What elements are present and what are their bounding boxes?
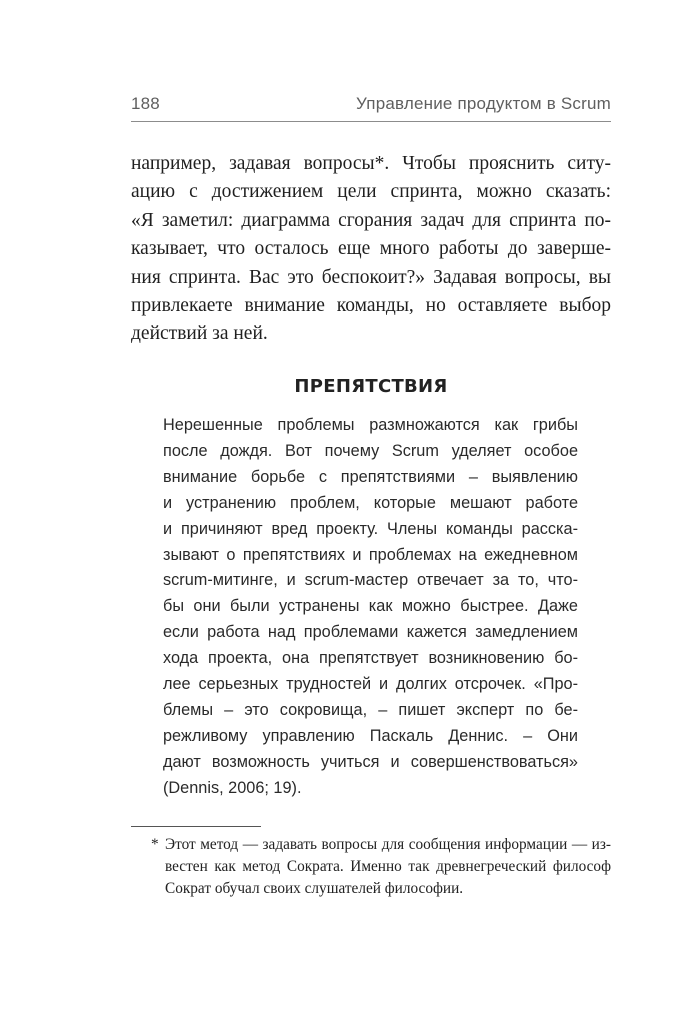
sidebar-line: после дождя. Вот почему Scrum уделяет особое	[163, 441, 578, 460]
footnote	[131, 834, 611, 900]
running-header	[131, 94, 611, 120]
sidebar-line: зывают о препятствиях и проблемах на ежедневном	[163, 545, 578, 564]
footnote-line: вестен как метод Сократа. Именно так древнегреческий философ	[165, 858, 611, 875]
sidebar-line: лее серьезных трудностей и долгих отсрочек. «Про-	[163, 675, 578, 694]
sidebar-line: и устранению проблем, которые мешают работе	[163, 493, 578, 512]
sidebar-line: хода проекта, она препятствует возникновению бо-	[163, 649, 578, 668]
sidebar-line: Нерешенные проблемы размножаются как грибы	[163, 416, 578, 434]
body-line: «Я заметил: диаграмма сгорания задач для спринта по-	[131, 209, 611, 231]
sidebar-line: режливому управлению Паскаль Деннис. – Они	[163, 726, 578, 745]
page-number: 188	[131, 94, 160, 113]
body-paragraph	[131, 150, 611, 349]
running-title: Управление продуктом в Scrum	[356, 94, 611, 113]
footnote-line: Сократ обучал своих слушателей философии.	[165, 880, 464, 897]
footnote-rule	[131, 826, 261, 827]
sidebar-heading: ПРЕПЯТСТВИЯ	[294, 376, 448, 397]
sidebar-line: внимание борьбе с препятствиями – выявлению	[163, 467, 578, 486]
sidebar-line: scrum-митинге, и scrum-мастер отвечает за то, что-	[163, 571, 578, 590]
body-line: например, задавая вопросы*. Чтобы прояснить ситу-	[131, 153, 611, 174]
sidebar-line: блемы – это сокровища, – пишет эксперт по бе-	[163, 700, 578, 719]
sidebar-line: бы они были устранены как можно быстрее. Даже	[163, 597, 578, 616]
sidebar-line: (Dennis, 2006; 19).	[163, 778, 302, 797]
sidebar-line: если работа над проблемами кажется замедлением	[163, 623, 578, 642]
footnote-line: Этот метод — задавать вопросы для сообщения информации — из-	[165, 836, 611, 853]
sidebar-paragraph	[163, 413, 578, 802]
sidebar-line: и причиняют вред проекту. Члены команды расска-	[163, 519, 578, 538]
body-line: ацию с достижением цели спринта, можно сказать:	[131, 181, 611, 203]
footnote-marker: *	[151, 836, 159, 853]
body-line: привлекаете внимание команды, но оставляете выбор	[131, 295, 611, 317]
body-line: действий за ней.	[131, 323, 268, 345]
header-rule	[131, 121, 611, 122]
body-line: казывает, что осталось еще много работы до заверше-	[131, 238, 611, 260]
sidebar-line: дают возможность учиться и совершенствоваться»	[163, 752, 578, 771]
body-line: ния спринта. Вас это беспокоит?» Задавая вопросы, вы	[131, 266, 611, 288]
